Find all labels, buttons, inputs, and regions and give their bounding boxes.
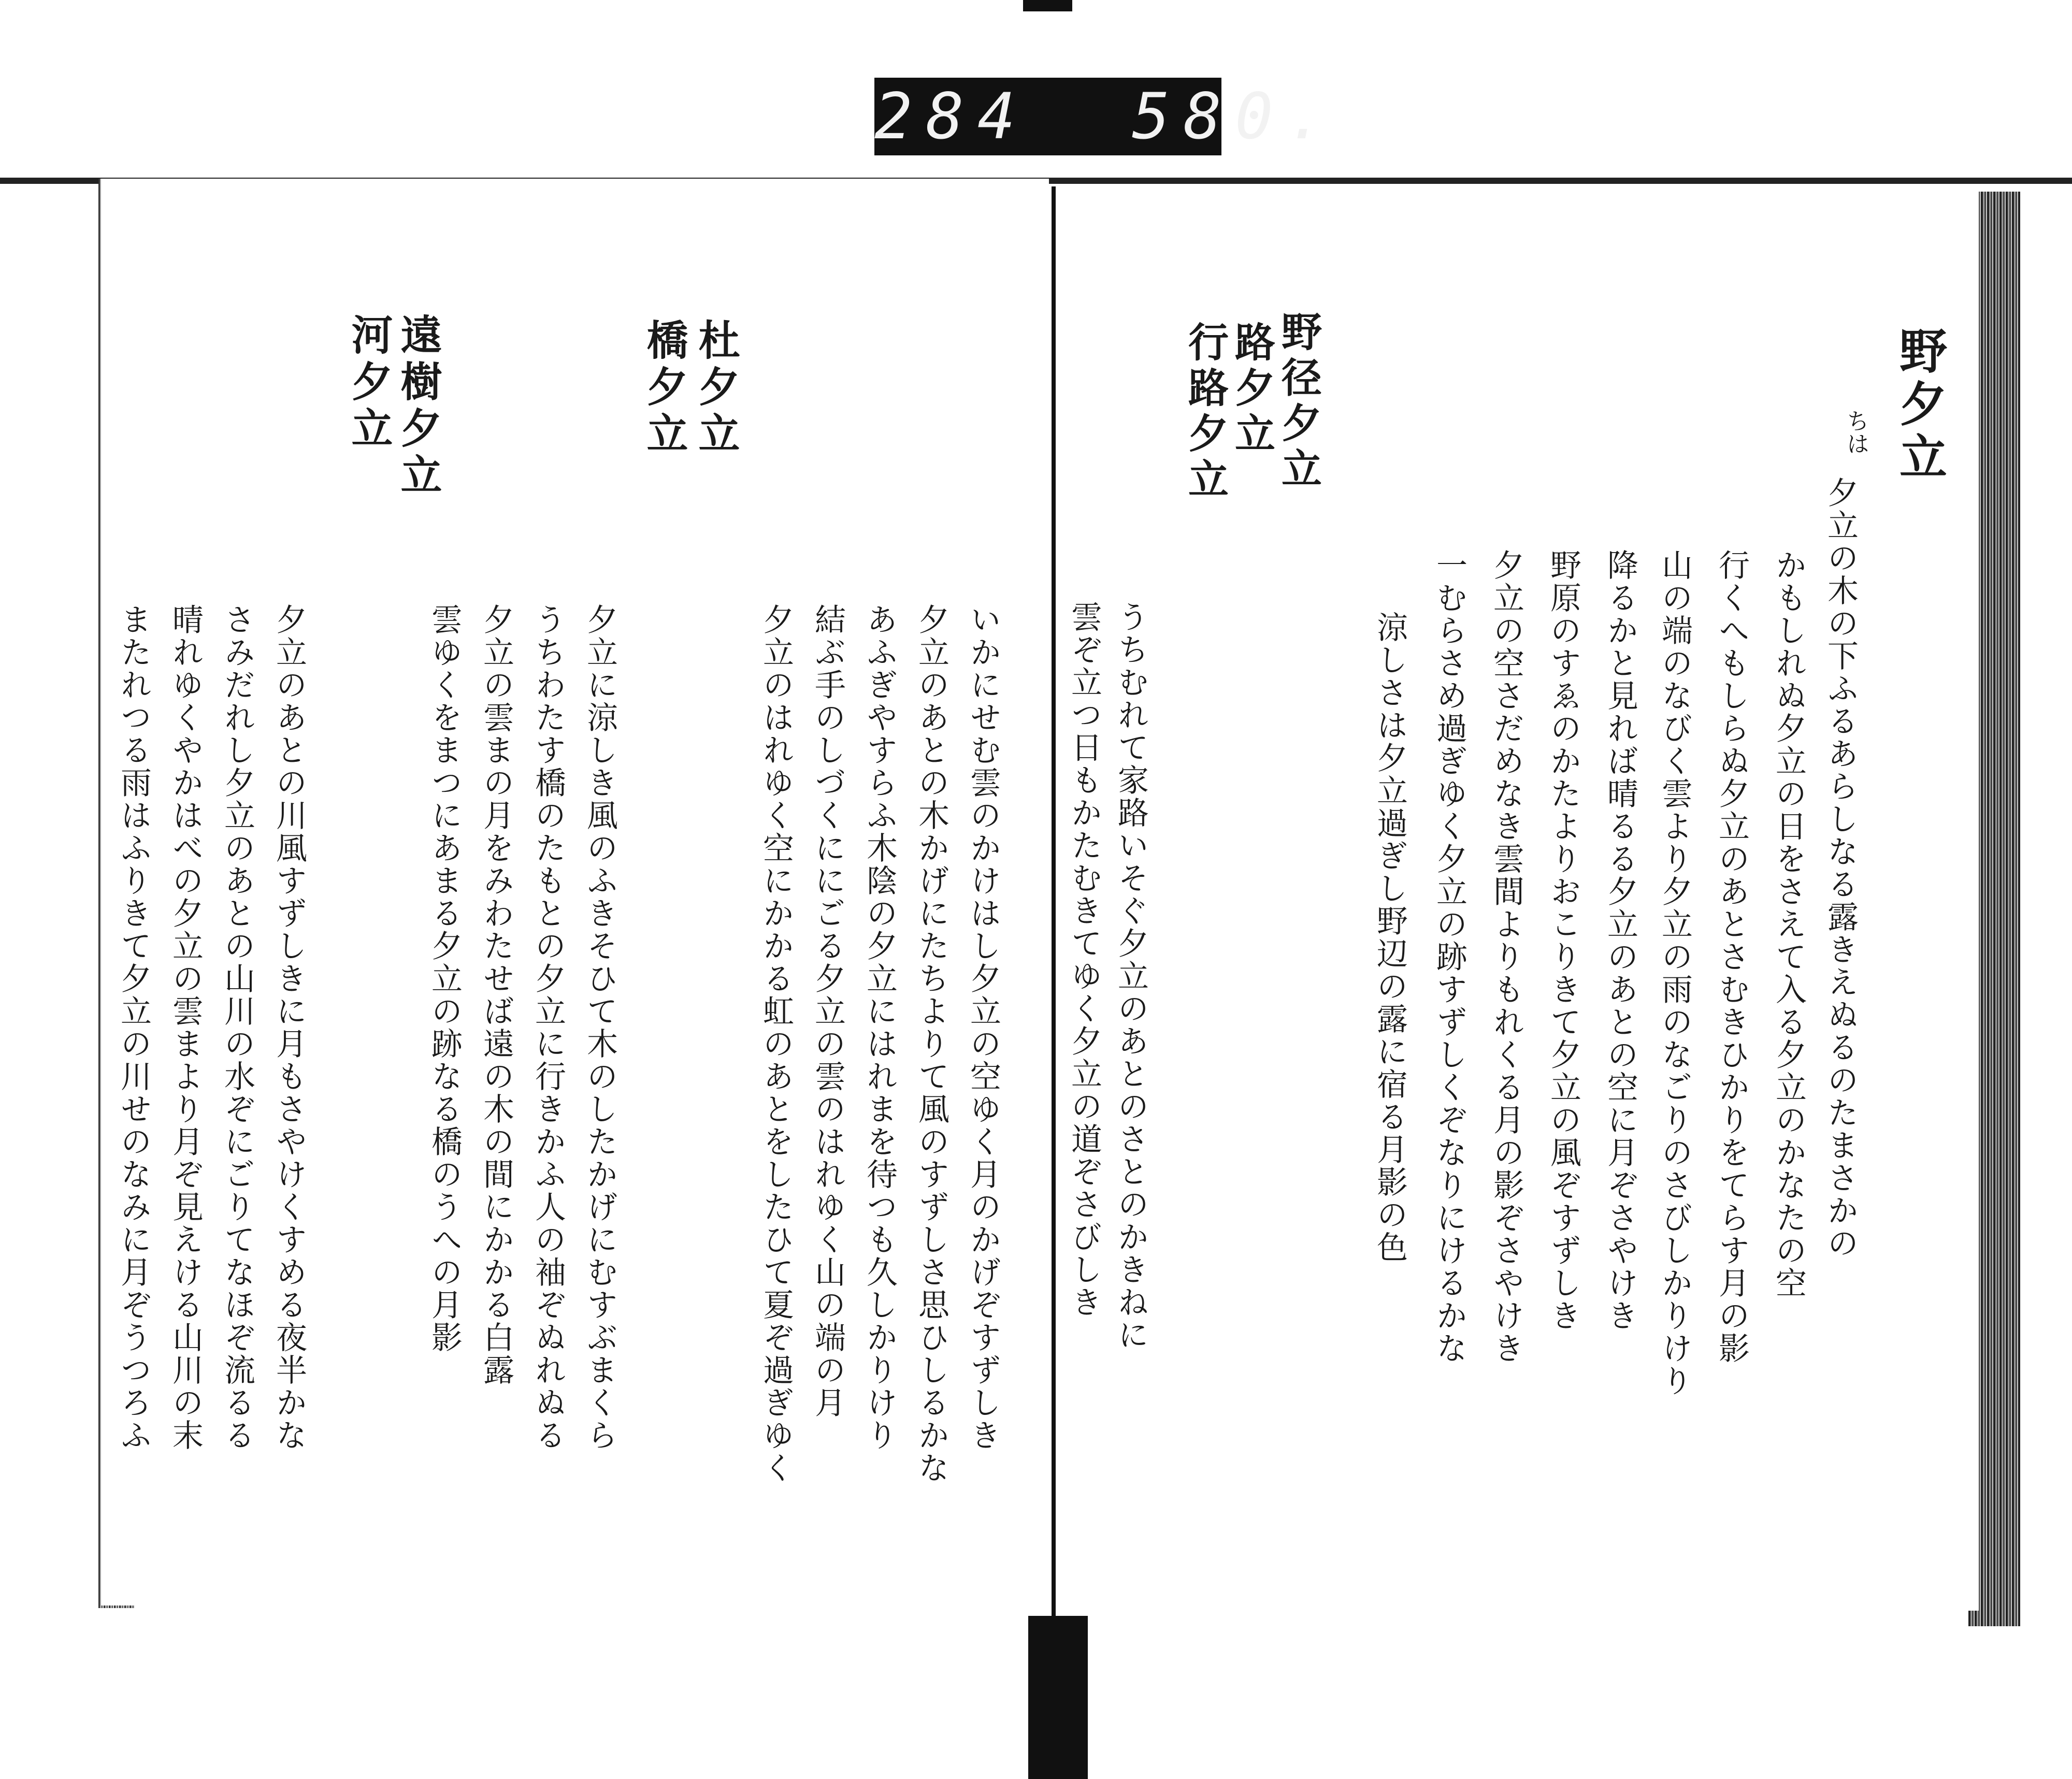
poem-line: 夕立の空さだめなき雲間よりもれくる月の影ぞさやけき	[1488, 549, 1524, 1365]
poem-line: 夕立の木の下ふるあらしなる露きえぬるのたまさかの	[1822, 476, 1859, 1260]
poem-line: 夕立の雲まの月をみわたせば遠の木の間にかかる白露	[478, 603, 514, 1386]
section-title: 行路夕立	[1182, 321, 1229, 503]
section-title: 橋夕立	[640, 319, 688, 458]
poem-line: またれつる雨はふりきて夕立の川せのなみに月ぞうつろふ	[116, 603, 152, 1452]
poem-line: 一むらさめ過ぎゆく夕立の跡すずしくぞなりにけるかな	[1431, 549, 1467, 1365]
poem-line: 雲ぞ立つ日もかたむきてゆく夕立の道ぞさびしき	[1066, 601, 1102, 1319]
poem-line: 夕立に涼しき風のふきそひて木のしたかげにむすぶまくら	[582, 603, 618, 1452]
poem-line: 夕立のはれゆく空にかかる虹のあとをしたひて夏ぞ過ぎゆく	[758, 603, 794, 1484]
bottom-clip-mark	[1028, 1616, 1088, 1779]
poem-author: ちは	[1843, 409, 1869, 455]
poem-line: 晴れゆくやかはべの夕立の雲まより月ぞ見えける山川の末	[167, 603, 204, 1452]
left-page	[101, 179, 1049, 1606]
right-page	[1052, 186, 1979, 1611]
top-clip-mark	[1023, 0, 1072, 11]
poem-line: あふぎやすらふ木陰の夕立にはれまを待つも久しかりけり	[861, 603, 898, 1452]
section-title: 河夕立	[344, 313, 393, 453]
section-title: 遠樹夕立	[394, 313, 442, 500]
section-title: 杜夕立	[692, 319, 740, 458]
poem-line: いかにせむ雲のかけはし夕立の空ゆく月のかげぞすずしき	[965, 603, 1001, 1452]
poem-line: うちわたす橋のたもとの夕立に行きかふ人の袖ぞぬれぬる	[530, 603, 566, 1452]
poem-line: 涼しさは夕立過ぎし野辺の露に宿る月影の色	[1372, 611, 1408, 1264]
book-gutter	[1052, 186, 1056, 1616]
poem-line: 野原のすゑのかたよりおこりきて夕立の風ぞすずしき	[1545, 549, 1581, 1332]
poem-line: 山の端のなびく雲より夕立の雨のなごりのさびしかりけり	[1657, 549, 1693, 1397]
poem-line: 夕立のあとの川風すずしきに月もさやけくすめる夜半かな	[271, 603, 307, 1452]
section-title: 野径夕立	[1275, 311, 1322, 493]
sheet-number: 580.	[1132, 80, 1339, 153]
section-title: 路夕立	[1228, 321, 1275, 458]
right-page-title: 野夕立	[1892, 326, 1948, 485]
poem-line: かもしれぬ夕立の日をさえて入る夕立のかなたの空	[1771, 549, 1807, 1299]
poem-line: 夕立のあとの木かげにたちよりて風のすずしさ思ひしるかな	[913, 603, 949, 1484]
poem-line: うちむれて家路いそぐ夕立のあとのさとのかきねに	[1113, 601, 1149, 1351]
poem-line: 結ぶ手のしづくににごる夕立の雲のはれゆく山の端の月	[810, 603, 846, 1419]
frame-number: 284	[874, 80, 1029, 153]
poem-line: 雲ゆくをまつにあまる夕立の跡なる橋のうへの月影	[426, 603, 463, 1354]
poem-line: 行くへもしらぬ夕立のあとさむきひかりをてらす月の影	[1714, 549, 1750, 1365]
poem-line: さみだれし夕立のあとの山川の水ぞにごりてなほぞ流るる	[219, 603, 255, 1452]
frame-number-label	[874, 78, 1339, 155]
poem-line: 降るかと見れば晴るる夕立のあとの空に月ぞさやけき	[1602, 549, 1638, 1332]
